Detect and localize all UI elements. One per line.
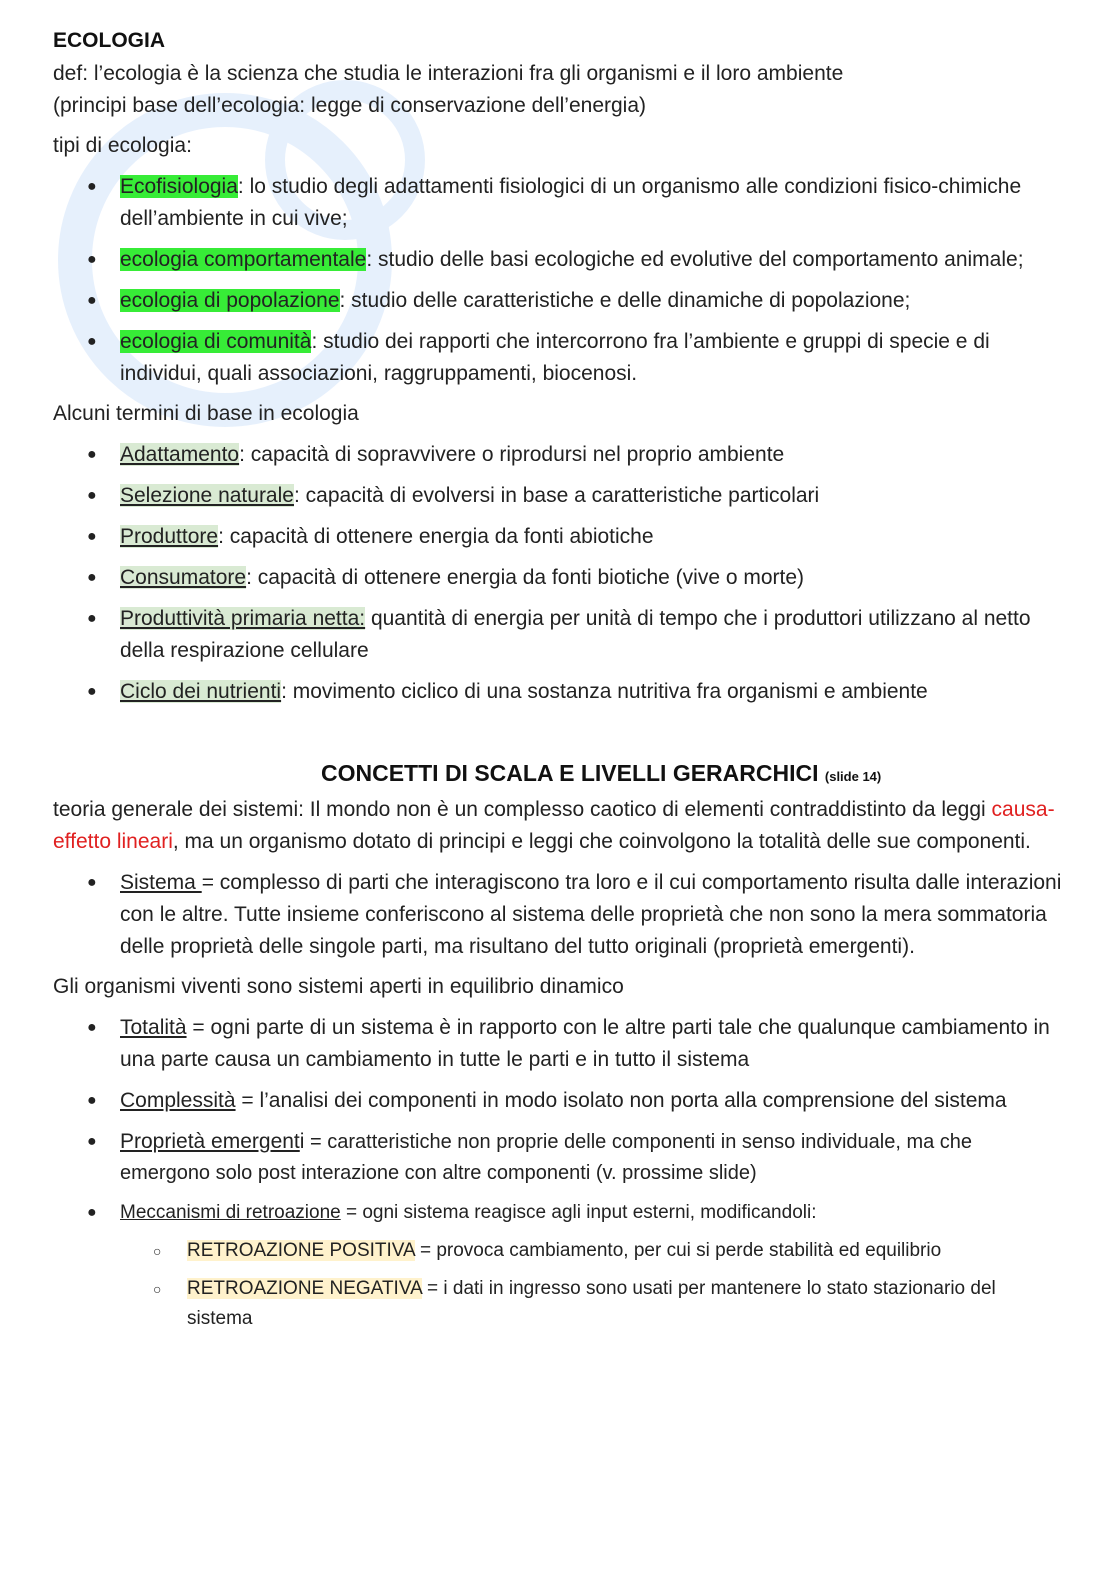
term-highlight: ecologia comportamentale xyxy=(120,248,367,271)
systems-theory-paragraph xyxy=(53,794,1063,858)
feedback-sublist xyxy=(53,1236,1063,1334)
system-definition-list xyxy=(53,867,1063,963)
list-item: ● Complessità = l’analisi dei componenti in modo isolato non porta alla comprensione del sistema xyxy=(87,1089,1007,1112)
list-item: ● Ciclo dei nutrienti: movimento ciclico di una sostanza nutritiva fra organismi e ambiente xyxy=(87,680,928,703)
term-highlight: RETROAZIONE NEGATIVA xyxy=(187,1278,422,1299)
section-title-text: CONCETTI DI SCALA E LIVELLI GERARCHICI xyxy=(321,760,819,786)
list-item: ● Totalità = ogni parte di un sistema è in rapporto con le altre parti tale che qualunque cambiamento in una parte causa un cambiamento in tutte le parti e in tutto il sistema xyxy=(87,1016,1050,1071)
section-title xyxy=(53,756,1063,794)
term-description: = provoca cambiamento, per cui si perde stabilità ed equilibrio xyxy=(414,1240,942,1261)
term-highlight: Produttore xyxy=(120,525,219,548)
list-item: ● Adattamento: capacità di sopravvivere o riprodursi nel proprio ambiente xyxy=(87,443,785,466)
list-item: ● Produttore: capacità di ottenere energia da fonti abiotiche xyxy=(87,525,654,548)
term-description: : capacità di evolversi in base a caratteristiche particolari xyxy=(293,484,820,507)
term-description: : capacità di ottenere energia da fonti abiotiche xyxy=(218,525,654,548)
list-item: ● Produttività primaria netta: quantità di energia per unità di tempo che i produttori utilizzano al netto della respirazione cellulare xyxy=(87,607,1031,662)
document-page xyxy=(53,24,1063,1334)
list-item: ● Selezione naturale: capacità di evolversi in base a caratteristiche particolari xyxy=(87,484,820,507)
term-underlined: Sistema xyxy=(120,871,202,894)
open-systems-line: Gli organismi viventi sono sistemi aperti in equilibrio dinamico xyxy=(53,975,624,998)
term-underlined-tail: i xyxy=(299,1130,305,1153)
term-highlight: ecologia di popolazione xyxy=(120,289,340,312)
theory-red-text: causa-effetto lineari xyxy=(53,798,1055,853)
term-description: : studio delle caratteristiche e delle dinamiche di popolazione; xyxy=(339,289,911,312)
ecology-types-list xyxy=(53,171,1063,390)
theory-text: , ma un organismo dotato di principi e leggi che coinvolgono la totalità delle sue componenti. xyxy=(172,830,1031,853)
term-highlight: RETROAZIONE POSITIVA xyxy=(187,1240,415,1261)
term-highlight: Ecofisiologia xyxy=(120,175,238,198)
term-description: = ogni sistema reagisce agli input esterni, modificandoli: xyxy=(340,1202,817,1223)
term-underlined: Complessità xyxy=(120,1089,236,1112)
term-description: quantità di energia per unità di tempo che i produttori utilizzano al netto della respirazione cellulare xyxy=(120,607,1031,662)
term-highlight: Selezione naturale xyxy=(120,484,294,507)
theory-text: teoria generale dei sistemi: Il mondo non è un complesso caotico di elementi contraddistinto da leggi xyxy=(53,798,992,821)
list-item: ○ RETROAZIONE POSITIVA = provoca cambiamento, per cui si perde stabilità ed equilibrio xyxy=(153,1240,942,1261)
types-intro: tipi di ecologia: xyxy=(53,134,192,157)
definition-line-2: (principi base dell’ecologia: legge di conservazione dell’energia) xyxy=(53,94,647,117)
term-description: = complesso di parti che interagiscono tra loro e il cui comportamento risulta dalle interazioni con le altre. Tutte insieme conferiscono al sistema delle proprietà che non sono la mera sommatoria delle proprietà delle singole parti, ma risultano del tutto originali (proprietà emergenti). xyxy=(120,871,1062,958)
term-underlined: Totalità xyxy=(120,1016,187,1039)
system-concepts-list xyxy=(53,1012,1063,1228)
list-item: ● Sistema = complesso di parti che interagiscono tra loro e il cui comportamento risulta dalle interazioni con le altre. Tutte insieme conferiscono al sistema delle proprietà che non sono la mera sommatoria delle proprietà delle singole parti, ma risultano del tutto originali (proprietà emergenti). xyxy=(87,871,1062,958)
list-item: ● Meccanismi di retroazione = ogni sistema reagisce agli input esterni, modificandoli: xyxy=(87,1202,817,1223)
definition-line-1: def: l’ecologia è la scienza che studia le interazioni fra gli organismi e il loro ambiente xyxy=(53,62,844,85)
term-description: : studio dei rapporti che intercorrono fra l’ambiente e gruppi di specie e di individui, quali associazioni, raggruppamenti, biocenosi. xyxy=(120,330,990,385)
page-title: ECOLOGIA xyxy=(53,29,166,52)
list-item: ● Ecofisiologia: lo studio degli adattamenti fisiologici di un organismo alle condizioni fisico-chimiche dell’ambiente in cui vive; xyxy=(87,175,1022,230)
section-title-note: (slide 14) xyxy=(824,769,882,784)
term-description: : lo studio degli adattamenti fisiologici di un organismo alle condizioni fisico-chimiche dell’ambiente in cui vive; xyxy=(120,175,1022,230)
term-underlined: Meccanismi di retroazione xyxy=(120,1202,341,1223)
list-item: ● Consumatore: capacità di ottenere energia da fonti biotiche (vive o morte) xyxy=(87,566,805,589)
list-item: ● ecologia di popolazione: studio delle caratteristiche e delle dinamiche di popolazione; xyxy=(87,289,911,312)
term-description: = caratteristiche non proprie delle componenti in senso individuale, ma che emergono solo post interazione con altre componenti (v. prossime slide) xyxy=(120,1131,973,1184)
basic-terms-list xyxy=(53,439,1063,708)
term-description: = l’analisi dei componenti in modo isolato non porta alla comprensione del sistema xyxy=(235,1089,1007,1112)
list-item: ● ecologia comportamentale: studio delle basi ecologiche ed evolutive del comportamento animale; xyxy=(87,248,1024,271)
term-description: : capacità di ottenere energia da fonti biotiche (vive o morte) xyxy=(246,566,805,589)
term-highlight: Ciclo dei nutrienti xyxy=(120,680,282,703)
terms-intro: Alcuni termini di base in ecologia xyxy=(53,402,359,425)
term-description: : capacità di sopravvivere o riprodursi nel proprio ambiente xyxy=(239,443,785,466)
term-description: = i dati in ingresso sono usati per mantenere lo stato stazionario del sistema xyxy=(187,1278,996,1329)
list-item: ● ecologia di comunità: studio dei rapporti che intercorrono fra l’ambiente e gruppi di specie e di individui, quali associazioni, raggruppamenti, biocenosi. xyxy=(87,330,990,385)
term-highlight: Adattamento xyxy=(120,443,240,466)
list-item: ● Proprietà emergenti = caratteristiche non proprie delle componenti in senso individuale, ma che emergono solo post interazione con altre componenti (v. prossime slide) xyxy=(87,1130,973,1184)
list-item: ○ RETROAZIONE NEGATIVA = i dati in ingresso sono usati per mantenere lo stato stazionario del sistema xyxy=(153,1278,996,1329)
term-highlight: Consumatore xyxy=(120,566,247,589)
term-description: = ogni parte di un sistema è in rapporto con le altre parti tale che qualunque cambiamento in una parte causa un cambiamento in tutte le parti e in tutto il sistema xyxy=(120,1016,1050,1071)
term-description: : movimento ciclico di una sostanza nutritiva fra organismi e ambiente xyxy=(281,680,928,703)
term-description: : studio delle basi ecologiche ed evolutive del comportamento animale; xyxy=(366,248,1024,271)
term-highlight: Produttività primaria netta: xyxy=(120,607,366,630)
term-underlined: Proprietà emergent xyxy=(120,1130,300,1153)
term-highlight: ecologia di comunità xyxy=(120,330,312,353)
